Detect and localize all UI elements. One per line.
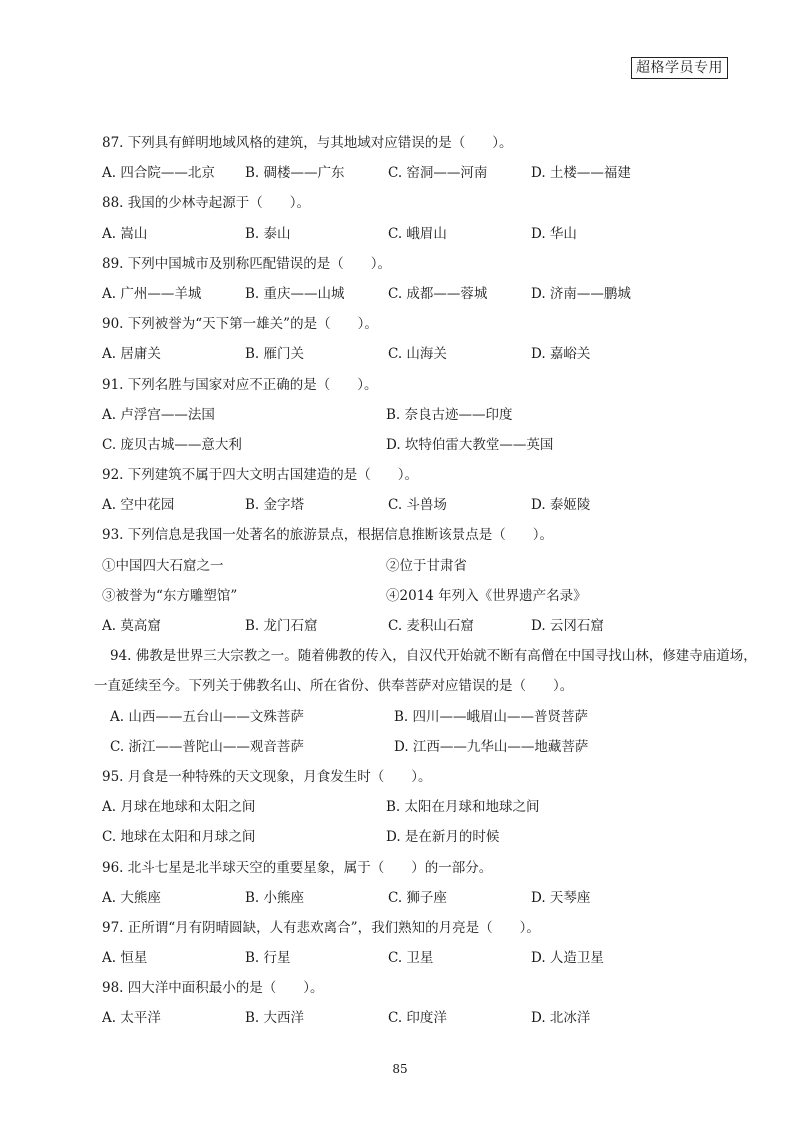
question-97-stem: 97. 正所谓“月有阴晴圆缺，人有悲欢离合”，我们熟知的月亮是（ ）。	[102, 919, 540, 936]
question-91-options-row2	[102, 430, 722, 460]
option-a: A. 莫高窟	[102, 618, 161, 634]
clue-2: ②位于甘肃省	[386, 557, 467, 574]
option-a: A. 大熊座	[102, 889, 161, 906]
option-a: A. 卢浮宫——法国	[102, 406, 215, 423]
option-c: C. 印度洋	[388, 1010, 447, 1027]
option-d: D. 华山	[531, 225, 577, 242]
option-b: B. 大西洋	[245, 1010, 305, 1027]
option-a: A. 太平洋	[102, 1010, 161, 1027]
option-c: C. 山海关	[388, 346, 447, 363]
option-b: B. 碉楼——广东	[245, 165, 345, 182]
option-c: C. 成都——蓉城	[388, 285, 488, 302]
option-a: A. 月球在地球和太阳之间	[102, 799, 256, 816]
option-d: D. 是在新月的时候	[386, 829, 500, 846]
question-89-options	[102, 279, 722, 309]
option-a: A. 居庸关	[102, 346, 161, 363]
option-b: B. 重庆——山城	[245, 285, 345, 302]
option-b: B. 行星	[245, 950, 291, 967]
question-94-stem-line1: 94. 佛教是世界三大宗教之一。随着佛教的传入，自汉代开始就不断有高僧在中国寻找山林，修建寺庙道场，	[110, 648, 757, 665]
option-b: B. 四川——峨眉山——普贤菩萨	[394, 708, 589, 725]
option-c: C. 庞贝古城——意大利	[102, 436, 242, 453]
question-93-clues-row1	[102, 551, 722, 581]
option-c: C. 狮子座	[388, 889, 447, 906]
question-87-stem: 87. 下列具有鲜明地域风格的建筑，与其地域对应错误的是（ ）。	[102, 135, 513, 151]
option-d: D. 江西——九华山——地藏菩萨	[394, 738, 589, 755]
question-87-options	[102, 158, 722, 188]
question-91-stem: 91. 下列名胜与国家对应不正确的是（ ）。	[102, 376, 378, 393]
question-96-stem: 96. 北斗七星是北半球天空的重要星象，属于（ ）的一部分。	[102, 859, 493, 876]
question-88-options	[102, 219, 722, 249]
option-a: A. 嵩山	[102, 225, 148, 242]
question-93-clues-row2	[102, 581, 722, 611]
option-a: A. 四合院——北京	[102, 165, 215, 182]
option-a: A. 空中花园	[102, 497, 175, 514]
option-c: C. 峨眉山	[388, 225, 447, 242]
option-c: C. 麦积山石窟	[388, 618, 474, 634]
option-d: D. 北冰洋	[531, 1010, 591, 1027]
question-92-stem: 92. 下列建筑不属于四大文明古国建造的是（ ）。	[102, 467, 419, 484]
option-d: D. 济南——鹏城	[531, 285, 631, 302]
option-d: D. 土楼——福建	[531, 165, 631, 182]
question-98-stem: 98. 四大洋中面积最小的是（ ）。	[102, 980, 324, 997]
option-b: B. 太阳在月球和地球之间	[386, 799, 540, 816]
question-94-stem-line2: 一直延续至今。下列关于佛教名山、所在省份、供奉菩萨对应错误的是（ ）。	[94, 678, 574, 695]
question-91-options-row1	[102, 400, 722, 430]
option-d: D. 嘉峪关	[531, 346, 591, 363]
clue-1: ①中国四大石窟之一	[102, 557, 224, 574]
option-b: B. 雁门关	[245, 346, 305, 363]
question-88-stem: 88. 我国的少林寺起源于（ ）。	[102, 195, 311, 212]
question-96-options	[102, 883, 722, 913]
header-badge: 超格学员专用	[631, 57, 728, 79]
clue-3: ③被誉为“东方雕塑馆”	[102, 587, 238, 604]
option-a: A. 恒星	[102, 950, 148, 967]
question-98-options	[102, 1003, 722, 1033]
question-93-options	[102, 611, 722, 641]
option-a: A. 广州——羊城	[102, 285, 202, 302]
option-d: D. 泰姬陵	[531, 497, 591, 514]
option-d: D. 坎特伯雷大教堂——英国	[386, 436, 554, 453]
question-95-stem: 95. 月食是一种特殊的天文现象，月食发生时（ ）。	[102, 768, 432, 785]
option-b: B. 小熊座	[245, 889, 305, 906]
option-a: A. 山西——五台山——文殊菩萨	[110, 708, 304, 725]
question-list	[94, 128, 757, 1034]
option-b: B. 泰山	[245, 225, 291, 242]
option-d: D. 人造卫星	[531, 950, 604, 967]
option-b: B. 金字塔	[245, 497, 305, 514]
clue-4: ④2014 年列入《世界遗产名录》	[386, 587, 587, 604]
option-d: D. 云冈石窟	[531, 618, 604, 634]
question-94-options-row2	[102, 732, 722, 762]
question-93-stem: 93. 下列信息是我国一处著名的旅游景点，根据信息推断该景点是（ ）。	[102, 527, 554, 544]
option-c: C. 卫星	[388, 950, 434, 967]
option-c: C. 窑洞——河南	[388, 165, 488, 182]
option-d: D. 天琴座	[531, 889, 591, 906]
option-c: C. 地球在太阳和月球之间	[102, 829, 256, 846]
question-90-options	[102, 339, 722, 369]
question-97-options	[102, 943, 722, 973]
question-95-options-row1	[102, 792, 722, 822]
question-90-stem: 90. 下列被誉为“天下第一雄关”的是（ ）。	[102, 316, 378, 333]
question-92-options	[102, 490, 722, 520]
option-b: B. 奈良古迹——印度	[386, 406, 513, 423]
page-number: 85	[392, 1062, 408, 1076]
question-94-options-row1	[102, 702, 722, 732]
option-c: C. 斗兽场	[388, 497, 447, 514]
question-89-stem: 89. 下列中国城市及别称匹配错误的是（ ）。	[102, 255, 392, 272]
option-c: C. 浙江——普陀山——观音菩萨	[110, 738, 304, 755]
question-95-options-row2	[102, 822, 722, 852]
option-b: B. 龙门石窟	[245, 618, 318, 634]
